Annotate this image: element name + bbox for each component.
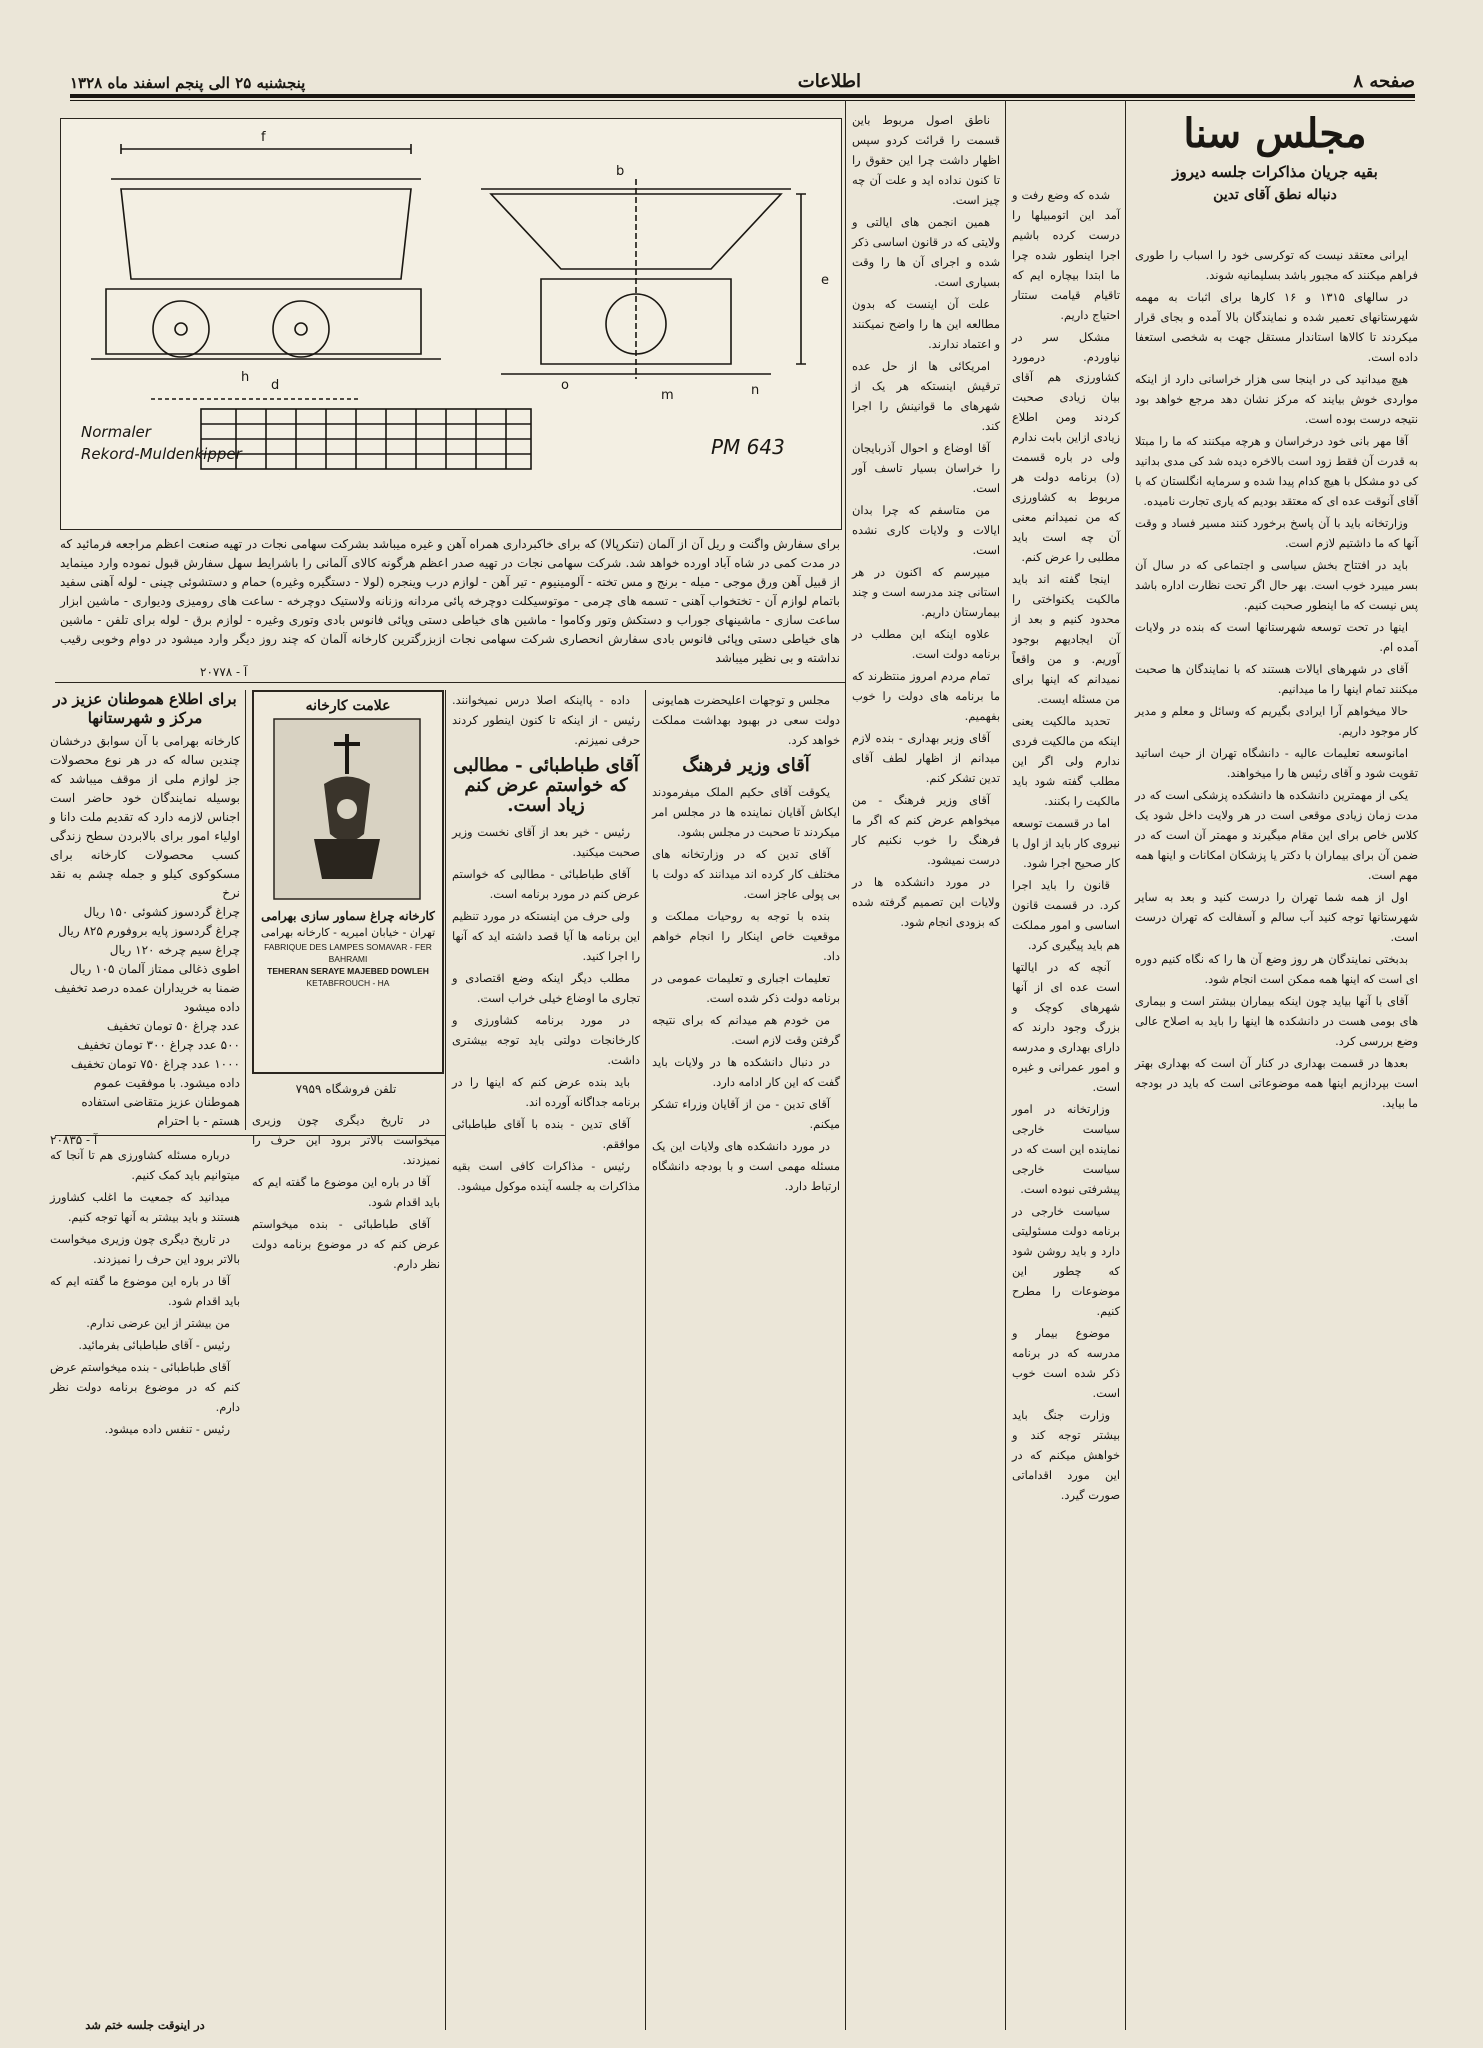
- trademark-en-1: FABRIQUE DES LAMPES SOMAVAR - FER: [264, 942, 432, 952]
- paragraph: آنچه که در ایالتها است عده ای از آنها شهرهای کوچک و بزرگ وجود دارند که دارای بهداری و مدرسه و امور عمرانی و غیره است.: [1012, 960, 1120, 1094]
- paragraph: تحدید مالکیت یعنی اینکه من مالکیت فردی ندارم ولی اگر این مطلب گفته شود باید مالکیت را بکنند.: [1012, 714, 1120, 808]
- wheel-left: [153, 301, 209, 357]
- svg-text:d: d: [271, 378, 280, 393]
- paragraph: وزارتخانه در امور سیاست خارجی نماینده این است که در سیاست خارجی پیشرفتی نبوده است.: [1012, 1102, 1120, 1196]
- wagon-body-side: [121, 189, 411, 279]
- masthead-title: مجلس سنا: [1183, 110, 1367, 157]
- lamp-ad-item: چراغ گردسوز پایه بروفورم ۸۲۵ ریال: [58, 924, 240, 938]
- column-rule: [1125, 100, 1126, 2030]
- trademark-factory: کارخانه چراغ سماور سازی بهرامی: [261, 909, 435, 923]
- svg-text:e: e: [821, 273, 829, 288]
- paragraph: یکی از مهمترین دانشکده ها دانشکده پزشکی است که در مدت زمان زیادی موقعی است در هر ولایت داخل شود یک کلاس خاص برای این مقام میگیرند و مهمتر آن است که در ضمن آن برای بیماران با دکتر یا پزشکان امکانات و اینها همه مهم است.: [1135, 788, 1418, 882]
- trademark-brand: علامت کارخانه: [305, 698, 391, 714]
- paragraph: داده - پااینکه اصلا درس نمیخوانند. رئیس - از اینکه تا کنون اینطور کردند حرفی نمیزنم.: [452, 693, 640, 747]
- paragraph: وزارت جنگ باید بیشتر توجه کند و خواهش میکنم که در این مورد اقداماتی صورت گیرد.: [1012, 1408, 1120, 1502]
- paragraph: اینجا گفته اند باید مالکیت یکنواختی را محدود کنیم و بعد از آن ایجادیهم بوجود آوریم. و من واقعاً نمیدانم که اینها برای من مسئله ایست.: [1012, 572, 1120, 706]
- trademark-box: [252, 690, 444, 1074]
- paragraph: درباره مسئله کشاورزی هم تا آنجا که میتوانیم باید کمک کنیم.: [50, 1148, 240, 1182]
- column-6b: [252, 1110, 440, 2035]
- paragraph: من خودم هم میدانم که برای نتیجه گرفتن وقت لازم است.: [652, 1013, 840, 1047]
- paragraph: آقای وزیر بهداری - بنده لازم میدانم از اظهار لطف آقای تدین تشکر کنم.: [852, 731, 1000, 785]
- figure-caption-1: Normaler: [81, 423, 151, 441]
- paragraph: در مورد دانشکده ها در ولایات این تصمیم گرفته شده که بزودی انجام شود.: [852, 875, 1000, 929]
- paragraph: آقای وزیر فرهنگ - من میخواهم عرض کنم که اگر ما فرهنگ را خوب نکنیم کار درست نمیشود.: [852, 793, 1000, 867]
- column-6: [50, 1145, 240, 2015]
- paragraph: آقای تدین - من از آقایان وزراء تشکر میکنم.: [652, 1097, 840, 1131]
- svg-text:n: n: [751, 383, 760, 398]
- paragraph: میدانید که جمعیت ما اغلب کشاورز هستند و باید بیشتر به آنها توجه کنیم.: [50, 1190, 240, 1224]
- svg-text:m: m: [661, 388, 674, 403]
- lamp-ad-body: کارخانه بهرامی با آن سوابق درخشان چندین ساله که در هر نوع محصولات جز لوازم ملی از موقف میباشد که بوسیله نمایندگان خود حاضر است اجناس لازمه دارد که تقدیم ملت دانا و اولیاء امور برای بالابردن سطح زندگی کسب محصولات کارخانه برای مسکوکوی کیلو و جمله چشم به نقد نرخ: [50, 734, 240, 900]
- column-5: [452, 690, 640, 2035]
- column-rule: [445, 690, 446, 2030]
- paragraph: آقای طباطبائی - بنده میخواستم عرض کنم که در موضوع برنامه دولت نظر دارم.: [252, 1217, 440, 1271]
- paragraph: آقای در شهرهای ایالات هستند که با نمایندگان ها صحبت میکنند تمام اینها را ما میدانیم.: [1135, 662, 1418, 696]
- paragraph: امانوسعه تعلیمات عالیه - دانشگاه تهران از حیث اساتید تقویت شود و آقای رئیس ها را میخواهند.: [1135, 746, 1418, 780]
- paragraph: قانون را باید اجرا کرد. در قسمت قانون اساسی و امور مملکت هم باید پیگیری کرد.: [1012, 878, 1120, 952]
- column-4: [652, 690, 840, 2035]
- paragraph: وزارتخانه باید با آن پاسخ برخورد کنند مسیر فساد و وقت آنها که ما داشتیم لازم است.: [1135, 516, 1418, 550]
- paragraph: من بیشتر از این عرضی ندارم.: [86, 1316, 230, 1330]
- header-rule: [70, 94, 1415, 101]
- subheading: آقای طباطبائی - مطالبی که خواستم عرض کنم زیاد است.: [453, 755, 639, 816]
- svg-text:h: h: [241, 370, 250, 385]
- trademark-en-3: TEHERAN SERAYE MAJEBED DOWLEH: [267, 966, 429, 976]
- paragraph: رئیس - خیر بعد از آقای نخست وزیر صحبت میکنید.: [452, 825, 640, 859]
- paragraph: بعدها در قسمت بهداری در کنار آن است که بهداری بهتر است بپردازیم اینها همه موضوعاتی است که باید در بودجه ما بیاید.: [1135, 1056, 1418, 1110]
- paragraph: اول از همه شما تهران را درست کنید و بعد به سایر شهرستانها توجه کنید آب سالم و آسفالت که تهران درست است.: [1135, 890, 1418, 944]
- svg-text:f: f: [261, 130, 266, 145]
- section-heading: دنباله نطق آقای تدین: [1213, 187, 1337, 203]
- paragraph: مجلس و توجهات اعلیحضرت همایونی دولت سعی در بهبود بهداشت مملکت خواهد کرد.: [652, 693, 840, 747]
- paragraph: در تاریخ دیگری چون وزیری میخواست بالاتر برود این حرف را نمیزدند.: [252, 1113, 440, 1167]
- paragraph: اما در قسمت توسعه نیروی کار باید از اول با کار صحیح اجرا شود.: [1012, 816, 1120, 870]
- lamp-ad-discount-intro: ضمنا به خریداران عمده درصد تخفیف داده میشود: [54, 981, 240, 1014]
- issue-date: پنجشنبه ۲۵ الی پنجم اسفند ماه ۱۳۲۸: [70, 74, 306, 92]
- page-number: صفحه ۸: [1353, 71, 1415, 92]
- trademark-en-4: KETABFROUCH - HA: [306, 978, 390, 988]
- lamp-ad-discount: عدد چراغ ۵۰ تومان تخفیف: [106, 1019, 240, 1033]
- paragraph: علاوه اینکه این مطلب در برنامه دولت است.: [852, 627, 1000, 661]
- wagon-drawing: [61, 119, 841, 529]
- paragraph: رئیس - مذاکرات کافی است بقیه مذاکرات به جلسه آینده موکول میشود.: [452, 1159, 640, 1193]
- paragraph: شده که وضع رفت و آمد این اتومبیلها را درست کرده باشیم اجرا اینطور شده چرا ما ابتدا بیچاره ایم که تاقیام قیامت ستتار احتیاج داریم.: [1012, 188, 1120, 322]
- paragraph: باید در افتتاح بخش سیاسی و اجتماعی که در سال آن بسر میبرد خوب است. بهر حال اگر تحت نظارت اداره باشد پس نیست که ما اینطور صحبت کنیم.: [1135, 558, 1418, 612]
- lamp-ad-discount: ۵۰۰ عدد چراغ ۳۰۰ تومان تخفیف: [77, 1038, 240, 1052]
- paragraph: باید بنده عرض کنم که اینها را در برنامه جداگانه آورده اند.: [452, 1075, 640, 1109]
- figure-label: PM 643: [711, 435, 785, 459]
- paragraph: میپرسم که اکنون در هر استانی چند مدرسه است و چند بیمارستان داریم.: [852, 565, 1000, 619]
- paragraph: آقای تدین - بنده با آقای طباطبائی موافقم.: [452, 1117, 640, 1151]
- paragraph: رئیس - تنفس داده میشود.: [104, 1422, 230, 1436]
- paragraph: یکوقت آقای حکیم الملک میفرمودند ایکاش آقایان نماینده ها در مجلس امر میکردند تا صحبت در مجلس بشود.: [652, 785, 840, 839]
- paragraph: در دنبال دانشکده ها در ولایات باید گفت که این کار ادامه دارد.: [652, 1055, 840, 1089]
- lamp-ad: [50, 690, 240, 1147]
- technical-drawing: [60, 118, 842, 530]
- paragraph: موضوع بیمار و مدرسه که در برنامه ذکر شده است خوب است.: [1012, 1326, 1120, 1400]
- paragraph: در مورد دانشکده های ولایات این یک مسئله مهمی است و با بودجه دانشگاه ارتباط دارد.: [652, 1139, 840, 1193]
- paragraph: تعلیمات اجباری و تعلیمات عمومی در برنامه دولت ذکر شده است.: [652, 971, 840, 1005]
- trademark-en-2: BAHRAMI: [328, 954, 368, 964]
- figure-caption-2: Rekord-Muldenkipper: [81, 445, 242, 463]
- paragraph: تمام مردم امروز منتظرند که ما برنامه های دولت را خوب بفهمیم.: [852, 669, 1000, 723]
- paragraph: رئیس - آقای طباطبائی بفرمائید.: [78, 1338, 230, 1352]
- column-rule: [245, 690, 246, 1130]
- column-1: [1135, 245, 1418, 2035]
- lamp-ad-item: چراغ سیم چرخه ۱۲۰ ریال: [109, 943, 240, 957]
- paragraph: امریکائی ها از حل عده ترقیش اینستکه هر یک از شهرهای ما قوانینش را اجرا کند.: [852, 359, 1000, 433]
- paragraph: در مورد برنامه کشاورزی و کارخانجات دولتی باید توجه بیشتری داشت.: [452, 1013, 640, 1067]
- column-3: [852, 110, 1000, 2035]
- paragraph: حالا میخواهم آرا ایرادی بگیریم که وسائل و معلم و مدیر کار موجود داریم.: [1135, 704, 1418, 738]
- trademark-phone: تلفن فروشگاه ۷۹۵۹: [295, 1082, 397, 1096]
- masthead: [1130, 110, 1420, 203]
- paragraph: مطلب دیگر اینکه وضع اقتصادی و تجاری ما اوضاع خیلی خراب است.: [452, 971, 640, 1005]
- lamp-ad-closing: داده میشود. با موفقیت عموم هموطنان عزیز متقاضی استفاده هستم - با احترام: [81, 1076, 240, 1128]
- session-end: در اینوقت جلسه ختم شد: [85, 2018, 205, 2032]
- column-rule: [845, 100, 846, 2030]
- paragraph: در سالهای ۱۳۱۵ و ۱۶ کارها برای اثبات به مهمه شهرستانهای تعمیر شده و نمایندگان بالا آمده و بجای قرار میکردند تا کالاها استاندار مستقل جهت به شخصی استعفا داده است.: [1135, 290, 1418, 364]
- paragraph: آقا مهر بانی خود درخراسان و هرچه میکنند که ما را مبتلا به قدرت آن فقط زود است بالاخره دیده شد کی مدی بدانید کی دو مشکل با هیچ کدام پیدا شده و سرمایه انگلستان که با آقای آنوقت عده ای که معتقد بودیم که یاری تجارت نامیده.: [1135, 434, 1418, 508]
- paragraph: بنده با توجه به روحیات مملکت و موقعیت خاص اینکار را انجام خواهم داد.: [652, 909, 840, 963]
- section-rule: [55, 682, 845, 683]
- lamp-ad-item: اطوی ذغالی ممتاز آلمان ۱۰۵ ریال: [69, 962, 240, 976]
- lamp-ad-discount: ۱۰۰۰ عدد چراغ ۷۵۰ تومان تخفیف: [70, 1057, 240, 1071]
- column-2: [1012, 185, 1120, 2035]
- subheading: آقای وزیر فرهنگ: [682, 755, 810, 776]
- paragraph: اینها در تحت توسعه شهرستانها است که بنده در ولایات آمده ام.: [1135, 620, 1418, 654]
- paragraph: علت آن اینست که بدون مطالعه این ها را واضح نمیکنند و اعتماد ندارند.: [852, 297, 1000, 351]
- page-header: [70, 58, 1415, 92]
- paragraph: ناطق اصول مربوط باین قسمت را قرائت کردو سپس اظهار داشت چرا این حقوق را تا کنون نداده اید و علت آن چه چیز است.: [852, 113, 1000, 207]
- paragraph: هیچ میدانید کی در اینجا سی هزار خراسانی دارد از اینکه مواردی خوش بیایند که مرکز نشان دهد مرجع خواهد بود نتیجه درست بوده است.: [1135, 372, 1418, 426]
- paragraph: آقای با آنها بیاید چون اینکه بیماران بیشتر است و بیماری های بومی هست در دانشکده ها اینها را باید به اصلاح عالی وضع بررسی کرد.: [1135, 994, 1418, 1048]
- paragraph: آقای تدین که در وزارتخانه های مختلف کار کرده اند میدانند که دولت با بی پولی عاجز است.: [652, 847, 840, 901]
- paragraph: آقا اوضاع و احوال آذربایجان را خراسان بسیار تاسف آور است.: [852, 441, 1000, 495]
- lamp-ad-code: آ - ۲۰۸۳۵: [50, 1133, 98, 1147]
- paragraph: همین انجمن های ایالتی و ولایتی که در قانون اساسی ذکر شده و اجرای آن ها را وقت بسیاری است.: [852, 215, 1000, 289]
- wheel-right: [273, 301, 329, 357]
- paragraph: ولی حرف من اینستکه در مورد تنظیم این برنامه ها آیا قصد داشته اید که آنها را اجرا کنید.: [452, 909, 640, 963]
- lamp-emblem-icon: [254, 714, 440, 904]
- paragraph: آقا در باره این موضوع ما گفته ایم که باید اقدام شود.: [50, 1274, 240, 1308]
- paragraph: سیاست خارجی در برنامه دولت مسئولیتی دارد و باید روشن شود که چطور این موضوعات را مطرح کنیم.: [1012, 1204, 1120, 1318]
- svg-text:o: o: [561, 378, 569, 393]
- paragraph: آقای طباطبائی - مطالبی که خواستم عرض کنم در مورد برنامه است.: [452, 867, 640, 901]
- paragraph: ایرانی معتقد نیست که توکرسی خود را اسباب را طوری فراهم میکنند که مجبور باشد بسلیمانیه شوند.: [1135, 248, 1418, 282]
- column-rule: [645, 690, 646, 2030]
- trademark-address: تهران - خیابان امیریه - کارخانه بهرامی: [260, 926, 436, 939]
- wagon-body-front: [491, 194, 781, 269]
- paragraph: من متاسفم که چرا بدان ایالات و ولایات کاری نشده است.: [852, 503, 1000, 557]
- lamp-ad-item: چراغ گردسوز کشوئی ۱۵۰ ریال: [83, 905, 240, 919]
- paragraph: مشکل سر در نیاوردم. درمورد کشاورزی هم آقای بیان زیادی صحبت کردند ومن اطلاع زیادی ازاین بابت ندارم ولی در باره قسمت (د) برنامه دولت هر مربوط به کشاورزی که من نمیدانم معنی آن چه است باید مطلبی را عرض کنم.: [1012, 330, 1120, 564]
- newspaper-name: اطلاعات: [797, 71, 861, 92]
- paragraph: در تاریخ دیگری چون وزیری میخواست بالاتر برود این حرف را نمیزدند.: [50, 1232, 240, 1266]
- paragraph: بدبختی نمایندگان هر روز وضع آن ها را که نگاه کنیم دوره ای است که اینها همه ممکن است انجام شود.: [1135, 952, 1418, 986]
- paragraph: آقای طباطبائی - بنده میخواستم عرض کنم که در موضوع برنامه دولت نظر دارم.: [50, 1360, 240, 1414]
- svg-text:b: b: [616, 164, 625, 179]
- masthead-subtitle: بقیه جریان مذاکرات جلسه دیروز: [1172, 163, 1378, 181]
- wagon-ad-text: برای سفارش واگنت و ریل آن از آلمان (تنکرپالا) که برای خاکبرداری همراه آهن و غیره میباشد بشرکت سهامی نجات در تهیه صنعت اعظم مراجعه فرمائید که در مدت کمی در شاه آباد اورده خواهد شد. شرکت سهامی نجات در تهیه صدر اعظم هرگونه کالای آلمانی را باشرایط سهل سفارش قبول نموده وارد مینماید از قبیل آهن ورق موجی - میله - برنج و مس تخته - آلومینیوم - تیر آهن - لوازم درب وینجره (لولا - دستگیره وغیره) حمام و دستشوئی چینی - لوله آهنی سفید باتمام لوازم آن - تختخواب آهنی - تسمه های چرمی - موتوسیکلت دوچرخه پائی مردانه وزنانه ولاستیک دوچرخه - ساعت های رومیزی ودیواری - ماشین ابزار ساعت سازی - ماشینهای جوراب و دستکش وتور وکاموا - ماشین های خیاطی دستی وپائی فانوس بادی وتوری وغیره - لوازم برق - لوله برای تلفن - ماشین های خیاطی دستی وپائی فانوس بادی سفارش انحصاری شرکت سهامی نجات ازبزرگترین کارخانه آلمان که چند روز دیگر وارد میشود در دوام وخوبی رقیب نداشته و بی نظیر میباشد: [60, 537, 840, 665]
- lamp-ad-heading: برای اطلاع هموطنان عزیز در مرکز و شهرستانها: [53, 690, 237, 727]
- column-rule: [1005, 100, 1006, 2030]
- wagon-ad-code: آ - ۲۰۷۷۸: [200, 665, 248, 679]
- paragraph: آقا در باره این موضوع ما گفته ایم که باید اقدام شود.: [252, 1175, 440, 1209]
